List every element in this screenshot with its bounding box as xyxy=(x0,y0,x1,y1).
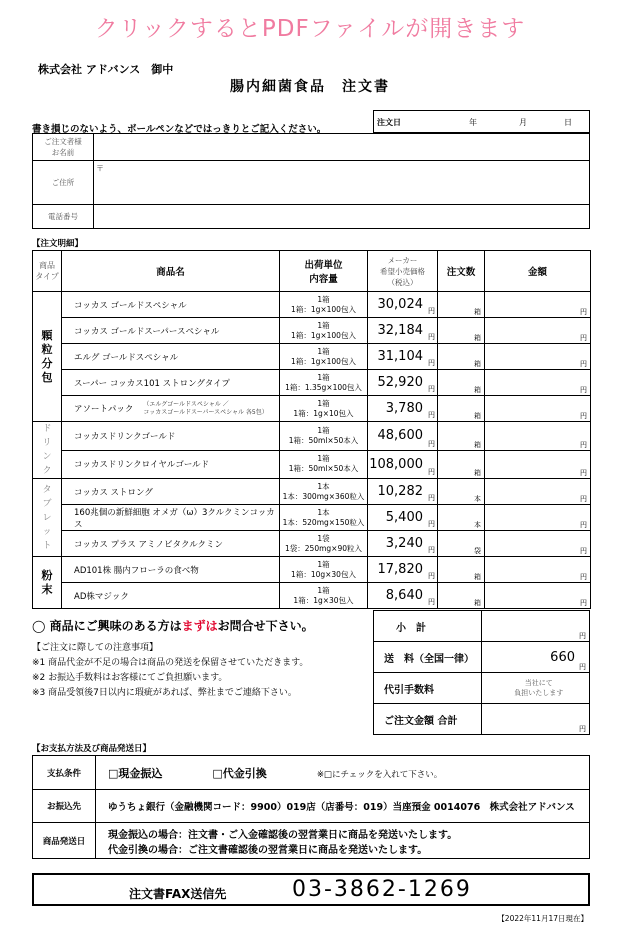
inquiry-text: 商品にご興味のある方は xyxy=(49,619,182,633)
product-name xyxy=(62,531,280,557)
product-unit: 1箱 1箱：1g×30包入 xyxy=(280,583,368,609)
phone-label: 電話番号 xyxy=(33,205,94,229)
pdf-banner-link[interactable]: クリックするとPDFファイルが開きます xyxy=(94,16,526,42)
table-row xyxy=(33,318,591,344)
product-name xyxy=(62,583,280,609)
product-name-text: コッカス ゴールドスーパースペシャル xyxy=(74,326,220,337)
amount-field[interactable]: 円 xyxy=(485,370,591,396)
recipient-company: 株式会社 アドバンス 御中 xyxy=(38,63,174,76)
price-value: 108,000 xyxy=(369,456,423,472)
shipping-amount: 660 xyxy=(550,650,575,665)
quantity-field[interactable]: 箱 xyxy=(438,422,485,451)
product-name-text: エルグ ゴールドスペシャル xyxy=(74,352,179,363)
day-label: 日 xyxy=(564,118,572,127)
price-value: 31,104 xyxy=(377,349,423,364)
category-granule: 顆 粒 分 包 xyxy=(33,292,62,422)
header-unit: 出荷単位 内容量 xyxy=(280,251,368,292)
order-date-label: 注文日 xyxy=(377,118,401,127)
yen-unit: 円 xyxy=(579,632,586,640)
quantity-field[interactable]: 箱 xyxy=(438,557,485,583)
category-tablet: タ ブ レ ッ ト xyxy=(33,479,62,557)
yen-unit: 円 xyxy=(428,520,435,528)
bank-transfer-checkbox[interactable]: □現金振込 xyxy=(108,766,163,780)
amount-field[interactable]: 円 xyxy=(485,505,591,531)
product-price xyxy=(368,531,438,557)
postal-mark: 〒 xyxy=(96,164,104,173)
product-name-text: コッカス ゴールドスペシャル xyxy=(74,300,187,311)
product-unit: 1本 1本：300mg×360粒入 xyxy=(280,479,368,505)
product-sub-text: （エルグゴールドスペシャル ／ コッカスゴールドスーパースペシャル 各5包） xyxy=(143,400,268,416)
bank-details: ゆうちょ銀行（金融機関コード：9900）019店（店番号：019）当座預金 0014076 株式会社アドバンス xyxy=(96,790,590,823)
ship-date-details xyxy=(96,823,590,859)
yen-unit: 円 xyxy=(428,439,435,448)
product-price xyxy=(368,370,438,396)
quantity-field[interactable]: 箱 xyxy=(438,583,485,609)
ship-line: 現金振込の場合：注文書・ご入金確認後の翌営業日に商品を発送いたします。 xyxy=(108,829,458,841)
price-value: 3,240 xyxy=(385,536,423,551)
order-date-field[interactable] xyxy=(373,110,590,133)
product-unit: 1箱 1箱：50ml×50本入 xyxy=(280,450,368,479)
yen-unit: 円 xyxy=(428,572,435,580)
product-name xyxy=(62,344,280,370)
address-label: ご住所 xyxy=(33,161,94,205)
price-value: 17,820 xyxy=(377,562,423,577)
caution-line: ※2 お振込手数料はお客様にてご負担願います。 xyxy=(32,673,228,683)
product-price xyxy=(368,479,438,505)
caution-heading: 【ご注文に際しての注意事項】 xyxy=(32,643,159,653)
quantity-field[interactable]: 袋 xyxy=(438,531,485,557)
amount-field[interactable]: 円 xyxy=(485,450,591,479)
fill-instruction: 書き損じのないよう、ボールペンなどではっきりとご記入ください。 xyxy=(32,124,327,135)
product-unit: 1箱 1箱：10g×30包入 xyxy=(280,557,368,583)
quantity-field[interactable]: 本 xyxy=(438,479,485,505)
ship-line: 代金引換の場合：ご注文書確認後の翌営業日に商品を発送いたします。 xyxy=(108,844,428,856)
total-value[interactable] xyxy=(481,704,589,735)
inquiry-emphasis: まずは xyxy=(181,619,218,633)
as-of-date: 【2022年11月17日現在】 xyxy=(497,914,588,923)
product-name xyxy=(62,505,280,531)
quantity-field[interactable]: 箱 xyxy=(438,370,485,396)
fax-box xyxy=(32,873,590,906)
product-name-text: 160兆個の新鮮細胞 オメガ（ω）3クルクミンコッカス xyxy=(74,507,275,530)
summary-table xyxy=(373,610,590,735)
amount-field[interactable]: 円 xyxy=(485,479,591,505)
customer-info-table xyxy=(32,133,590,229)
product-unit: 1箱 1箱：1g×100包入 xyxy=(280,292,368,318)
quantity-field[interactable]: 箱 xyxy=(438,450,485,479)
caution-line: ※3 商品受領後7日以内に瑕疵があれば、弊社までご連絡下さい。 xyxy=(32,688,297,698)
caution-notes xyxy=(32,641,308,701)
product-unit: 1箱 1箱：1g×100包入 xyxy=(280,318,368,344)
price-value: 10,282 xyxy=(377,484,423,499)
product-unit: 1袋 1袋：250mg×90粒入 xyxy=(280,531,368,557)
product-name-text: コッカス ストロング xyxy=(74,487,153,498)
inquiry-text-end: お問合せ下さい。 xyxy=(217,619,314,633)
quantity-field[interactable]: 箱 xyxy=(438,318,485,344)
fax-label: 注文書FAX送信先 xyxy=(129,887,227,901)
table-row xyxy=(33,292,591,318)
payment-table xyxy=(32,755,590,859)
payment-condition-label: 支払条件 xyxy=(33,756,96,790)
price-value: 32,184 xyxy=(377,323,423,338)
price-value: 5,400 xyxy=(385,510,423,525)
amount-field[interactable]: 円 xyxy=(485,318,591,344)
price-value: 3,780 xyxy=(385,401,423,416)
amount-field[interactable]: 円 xyxy=(485,344,591,370)
table-row xyxy=(33,370,591,396)
quantity-field[interactable]: 箱 xyxy=(438,396,485,422)
price-value: 30,024 xyxy=(377,297,423,312)
product-price xyxy=(368,344,438,370)
customer-name-field[interactable] xyxy=(94,134,590,161)
product-name xyxy=(62,396,280,422)
payment-options xyxy=(96,756,590,790)
product-name xyxy=(62,370,280,396)
table-row xyxy=(33,557,591,583)
amount-field[interactable]: 円 xyxy=(485,396,591,422)
product-name-text: アソートパック xyxy=(74,404,134,414)
year-label: 年 xyxy=(469,118,477,127)
product-price xyxy=(368,557,438,583)
yen-unit: 円 xyxy=(579,725,586,733)
product-name-text: AD株マジック xyxy=(74,591,129,602)
yen-unit: 円 xyxy=(428,411,435,419)
product-name-text: コッカスドリンクゴールド xyxy=(74,431,176,442)
product-price xyxy=(368,292,438,318)
customer-name-label: ご注文者様 お名前 xyxy=(33,134,94,161)
product-unit: 1箱 1箱：50ml×50本入 xyxy=(280,422,368,451)
product-name-text: AD101株 腸内フローラの食べ物 xyxy=(74,565,199,576)
product-unit: 1箱 1箱：1g×10包入 xyxy=(280,396,368,422)
table-row xyxy=(33,422,591,451)
order-items-table xyxy=(32,250,591,609)
product-name xyxy=(62,557,280,583)
table-row xyxy=(33,505,591,531)
quantity-field[interactable]: 箱 xyxy=(438,344,485,370)
subtotal-value[interactable] xyxy=(481,611,589,642)
product-name xyxy=(62,292,280,318)
product-name xyxy=(62,422,280,451)
yen-unit: 円 xyxy=(579,663,586,671)
caution-line: ※1 商品代金が不足の場合は商品の発送を保留させていただきます。 xyxy=(32,658,309,668)
yen-unit: 円 xyxy=(428,468,435,476)
phone-field[interactable] xyxy=(94,205,590,229)
yen-unit: 円 xyxy=(428,333,435,341)
ship-date-label: 商品発送日 xyxy=(33,823,96,859)
shipping-value xyxy=(481,642,589,673)
yen-unit: 円 xyxy=(428,546,435,554)
product-price xyxy=(368,396,438,422)
payment-heading: 【お支払方法及び商品発送日】 xyxy=(32,744,152,754)
product-price xyxy=(368,318,438,344)
amount-field[interactable]: 円 xyxy=(485,531,591,557)
table-row xyxy=(33,479,591,505)
cod-fee-label: 代引手数料 xyxy=(374,673,482,704)
yen-unit: 円 xyxy=(428,494,435,502)
product-name xyxy=(62,479,280,505)
table-row xyxy=(33,583,591,609)
yen-unit: 円 xyxy=(428,307,435,315)
product-price xyxy=(368,450,438,479)
order-details-heading: 【注文明細】 xyxy=(32,239,84,249)
header-type: 商品 タイプ xyxy=(33,251,62,292)
header-name: 商品名 xyxy=(62,251,280,292)
price-value: 8,640 xyxy=(385,588,423,603)
header-qty: 注文数 xyxy=(438,251,485,292)
page-title: 腸内細菌食品 注文書 xyxy=(230,79,390,95)
cod-checkbox[interactable]: □代金引換 xyxy=(212,766,267,780)
circle-icon: ◯ xyxy=(32,619,46,633)
bank-label: お振込先 xyxy=(33,790,96,823)
checkbox-note: ※□にチェックを入れて下さい。 xyxy=(316,769,443,780)
product-price xyxy=(368,583,438,609)
product-price xyxy=(368,422,438,451)
table-row xyxy=(33,344,591,370)
product-unit: 1箱 1箱：1g×100包入 xyxy=(280,344,368,370)
product-unit: 1本 1本：520mg×150粒入 xyxy=(280,505,368,531)
cod-fee-note: 当社にて 負担いたします xyxy=(481,673,589,704)
amount-field[interactable]: 円 xyxy=(485,422,591,451)
total-label: ご注文金額 合計 xyxy=(374,704,482,735)
price-value: 52,920 xyxy=(377,375,423,390)
quantity-field[interactable]: 本 xyxy=(438,505,485,531)
fax-number: 03-3862-1269 xyxy=(292,877,472,902)
category-drink: ド リ ン ク xyxy=(33,422,62,479)
table-row xyxy=(33,531,591,557)
product-name-text: スーパー コッカス101 ストロングタイプ xyxy=(74,378,230,389)
header-price: メーカー 希望小売価格 （税込） xyxy=(368,251,438,292)
address-field[interactable] xyxy=(94,161,590,205)
price-value: 48,600 xyxy=(377,428,423,444)
yen-unit: 円 xyxy=(428,598,435,606)
product-name-text: コッカス プラス アミノビタクルクミン xyxy=(74,539,224,550)
amount-field[interactable]: 円 xyxy=(485,292,591,318)
yen-unit: 円 xyxy=(428,359,435,367)
quantity-field[interactable]: 箱 xyxy=(438,292,485,318)
shipping-label: 送 料（全国一律） xyxy=(374,642,482,673)
product-name xyxy=(62,318,280,344)
product-name-text: コッカスドリンクロイヤルゴールド xyxy=(74,460,210,471)
table-row xyxy=(33,450,591,479)
header-amount: 金額 xyxy=(485,251,591,292)
inquiry-note xyxy=(32,617,314,634)
month-label: 月 xyxy=(519,118,527,127)
product-unit: 1箱 1箱：1.35g×100包入 xyxy=(280,370,368,396)
product-name xyxy=(62,450,280,479)
subtotal-label: 小 計 xyxy=(374,611,482,642)
amount-field[interactable]: 円 xyxy=(485,583,591,609)
amount-field[interactable]: 円 xyxy=(485,557,591,583)
category-powder: 粉 末 xyxy=(33,557,62,609)
table-row xyxy=(33,396,591,422)
yen-unit: 円 xyxy=(428,385,435,393)
product-price xyxy=(368,505,438,531)
